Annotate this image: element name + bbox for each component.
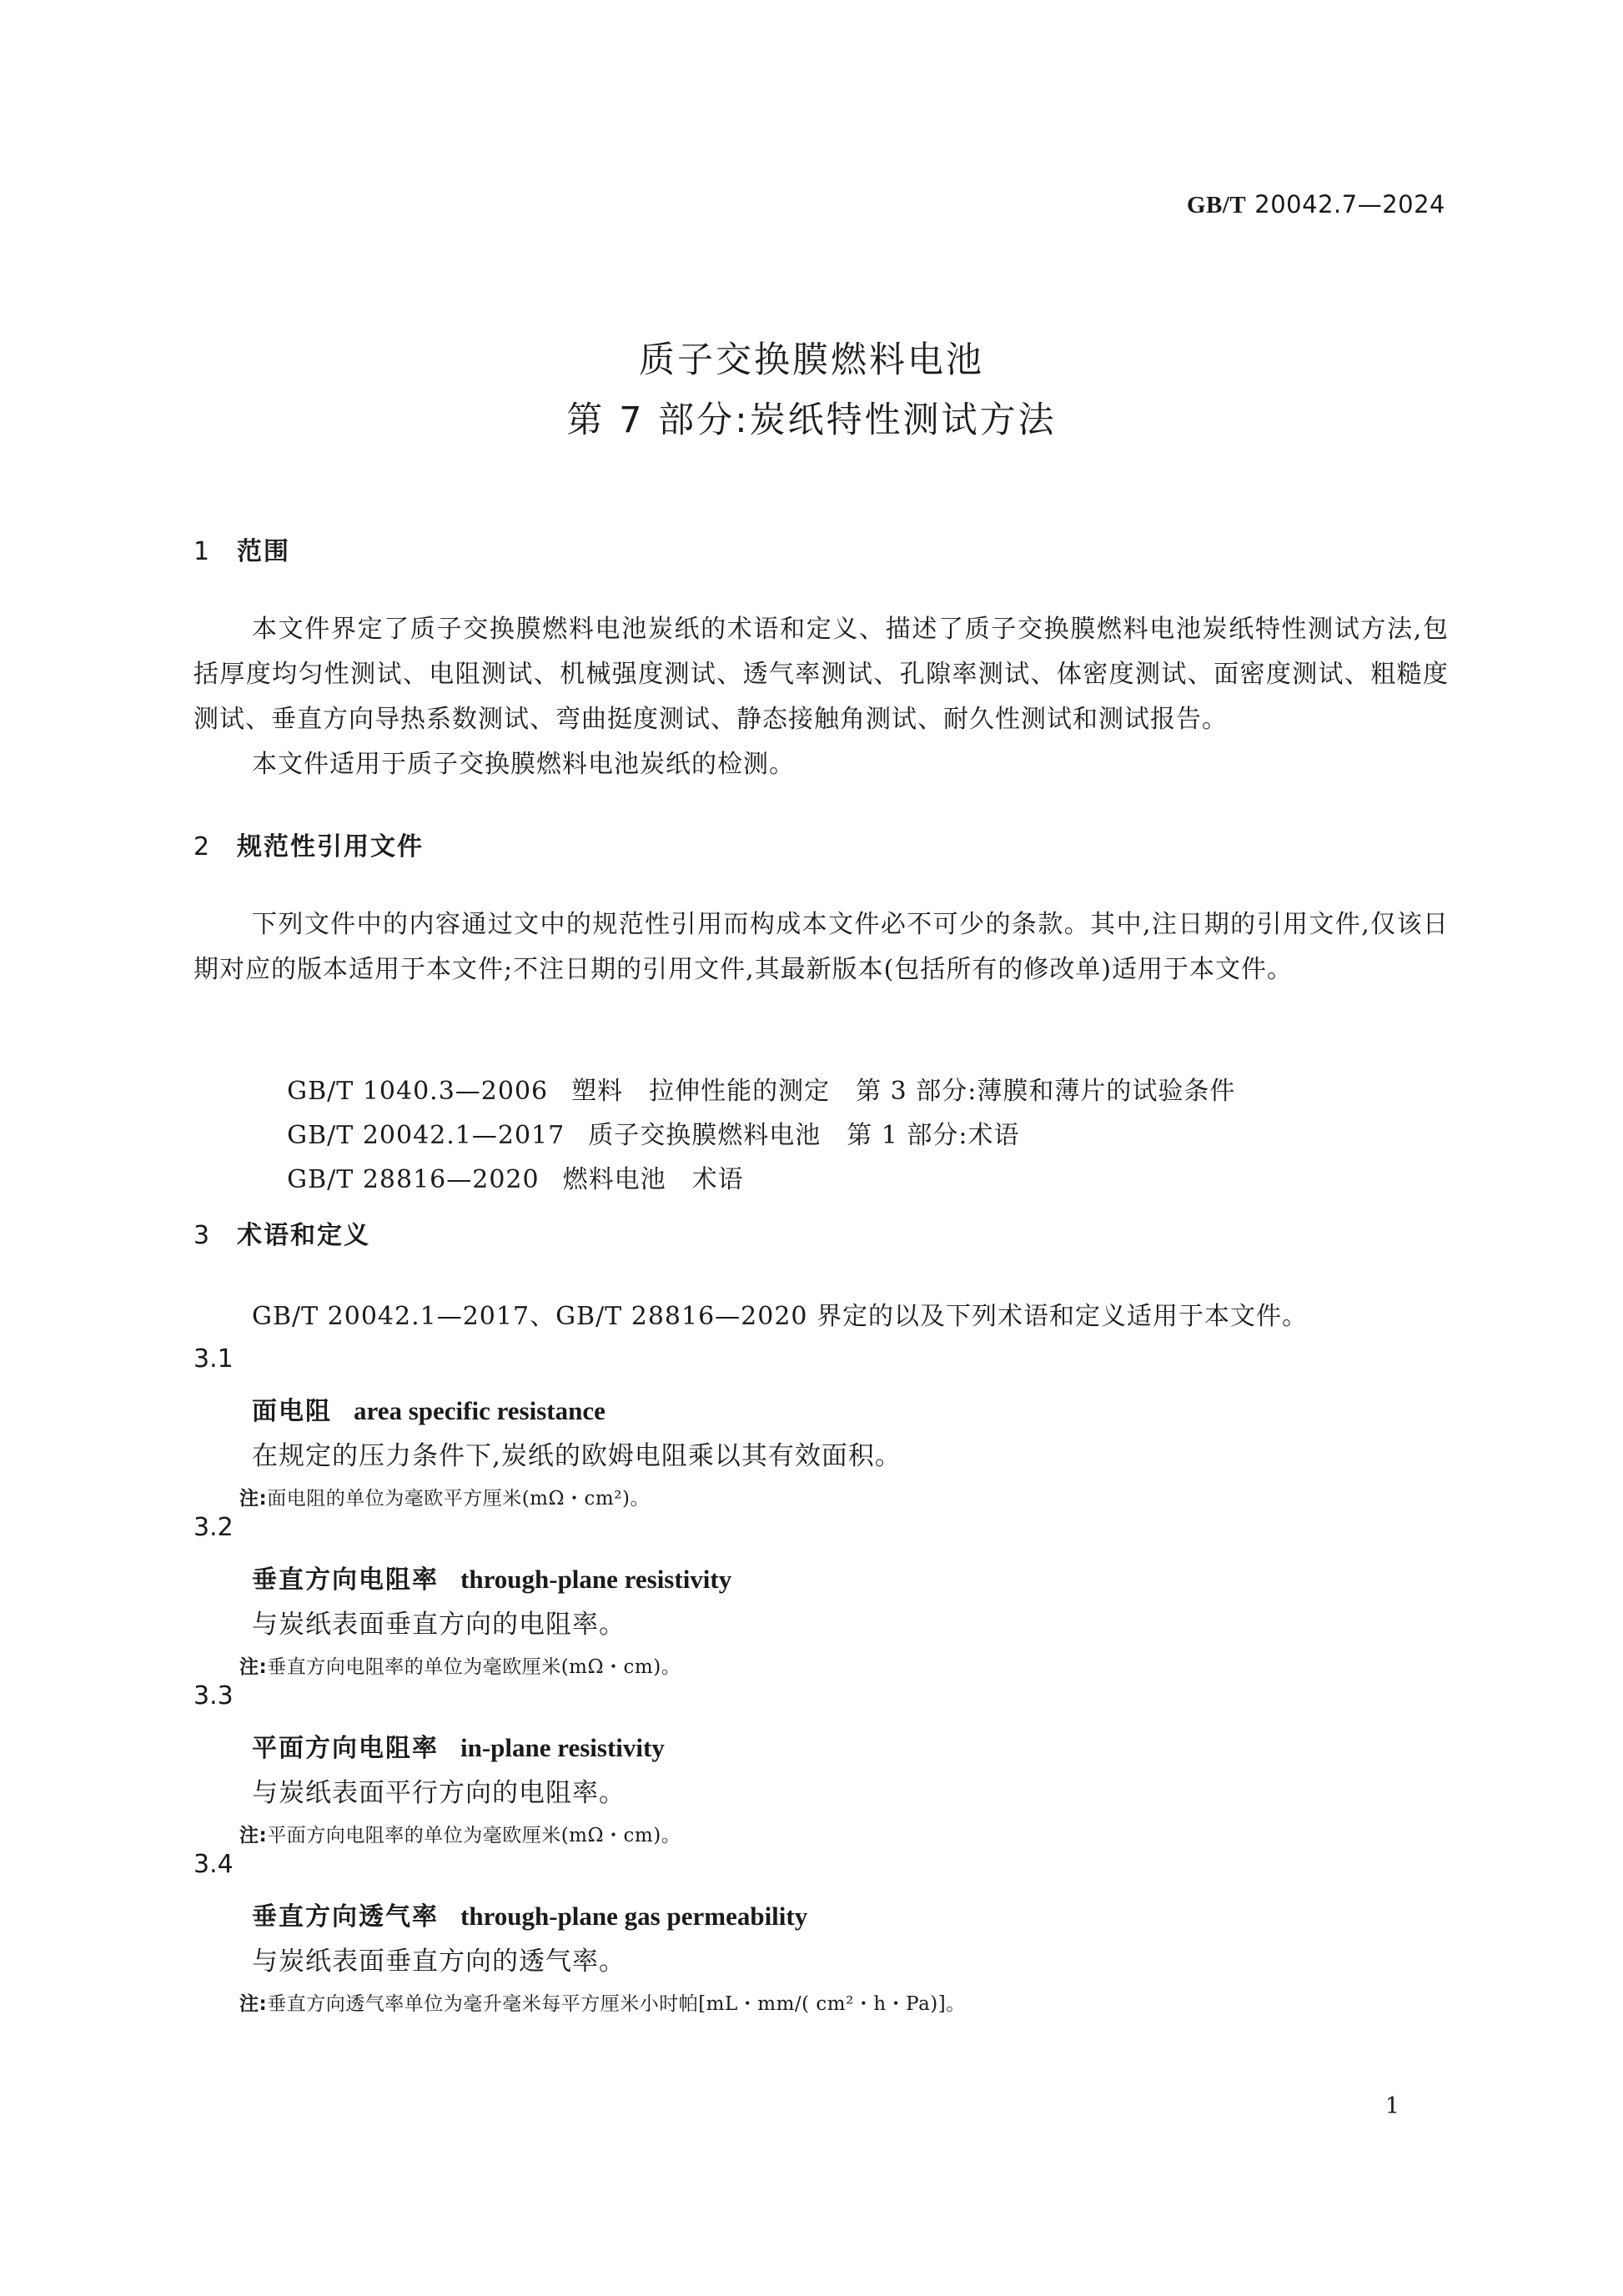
term-number: 3.2 [193,1513,234,1542]
reference-code: GB/T 1040.3—2006 [287,1077,549,1106]
section-title: 范围 [237,537,290,566]
term-heading [252,1390,605,1427]
section-number: 2 [193,832,212,862]
reference-code: GB/T 28816—2020 [287,1165,540,1194]
section-1-heading [193,530,290,567]
term-note [239,1651,681,1679]
reference-code: GB/T 20042.1—2017 [287,1121,565,1150]
scope-paragraph-2: 本文件适用于质子交换膜燃料电池炭纸的检测。 [252,750,795,779]
term-chinese: 垂直方向透气率 [252,1902,439,1932]
term-definition: 与炭纸表面垂直方向的透气率。 [252,1947,626,1977]
term-note [239,1483,650,1510]
term-heading [252,1727,665,1764]
note-label: 注: [239,1993,268,2015]
section-number: 1 [193,537,212,566]
term-chinese: 垂直方向电阻率 [252,1565,439,1595]
term-definition: 与炭纸表面平行方向的电阻率。 [252,1778,626,1808]
reference-title: 燃料电池 术语 [562,1165,744,1194]
section-2-heading [193,826,424,862]
term-english: in-plane resistivity [460,1733,665,1762]
note-text: 面电阻的单位为毫欧平方厘米(mΩ・cm²)。 [267,1488,650,1510]
reference-item [252,1129,744,1224]
section-title: 规范性引用文件 [237,832,424,862]
term-english: through-plane gas permeability [460,1902,808,1931]
term-chinese: 平面方向电阻率 [252,1734,439,1763]
reference-title: 质子交换膜燃料电池 第 1 部分:术语 [588,1121,1020,1150]
term-chinese: 面电阻 [252,1397,332,1426]
term-definition: 与炭纸表面垂直方向的电阻率。 [252,1610,626,1640]
term-heading [252,1896,807,1932]
section-3-heading [193,1214,370,1251]
term-english: through-plane resistivity [460,1565,732,1594]
note-label: 注: [239,1656,268,1678]
section-number: 3 [193,1221,212,1250]
scope-paragraph-1: 本文件界定了质子交换膜燃料电池炭纸的术语和定义、描述了质子交换膜燃料电池炭纸特性测试方法,包括厚度均匀性测试、电阻测试、机械强度测试、透气率测试、孔隙率测试、体密度测试、面密度测试、粗糙度测试、垂直方向导热系数测试、弯曲挺度测试、静态接触角测试、耐久性测试和测试报告。 [193,615,1449,734]
standard-prefix: GB/T [1186,192,1247,219]
section-title: 术语和定义 [237,1221,370,1250]
note-text: 平面方向电阻率的单位为毫欧厘米(mΩ・cm)。 [267,1825,681,1846]
reference-title: 塑料 拉伸性能的测定 第 3 部分:薄膜和薄片的试验条件 [571,1077,1236,1106]
term-number: 3.1 [193,1344,234,1374]
term-note [239,1988,966,2016]
note-text: 垂直方向电阻率的单位为毫欧厘米(mΩ・cm)。 [267,1656,681,1678]
term-number: 3.4 [193,1850,234,1879]
page-number: 1 [1384,2093,1399,2119]
note-label: 注: [239,1488,268,1510]
references-paragraph: 下列文件中的内容通过文中的规范性引用而构成本文件必不可少的条款。其中,注日期的引用文件,仅该日期对应的版本适用于本文件;不注日期的引用文件,其最新版本(包括所有的修改单)适用于本文件。 [193,910,1449,984]
document-title-line1: 质子交换膜燃料电池 [639,339,984,381]
document-title-line2: 第 7 部分:炭纸特性测试方法 [566,399,1057,441]
standard-number [1187,190,1445,219]
note-label: 注: [239,1825,268,1846]
term-number: 3.3 [193,1681,234,1711]
term-heading [252,1559,731,1595]
note-text: 垂直方向透气率单位为毫升毫米每平方厘米小时帕[mL・mm/( cm²・h・Pa)]。 [267,1993,966,2015]
term-definition: 在规定的压力条件下,炭纸的欧姆电阻乘以其有效面积。 [252,1441,902,1471]
term-note [239,1820,681,1847]
term-english: area specific resistance [354,1396,605,1425]
standard-code: 20042.7—2024 [1254,190,1445,219]
terms-intro: GB/T 20042.1—2017、GB/T 28816—2020 界定的以及下列术语和定义适用于本文件。 [252,1302,1309,1331]
